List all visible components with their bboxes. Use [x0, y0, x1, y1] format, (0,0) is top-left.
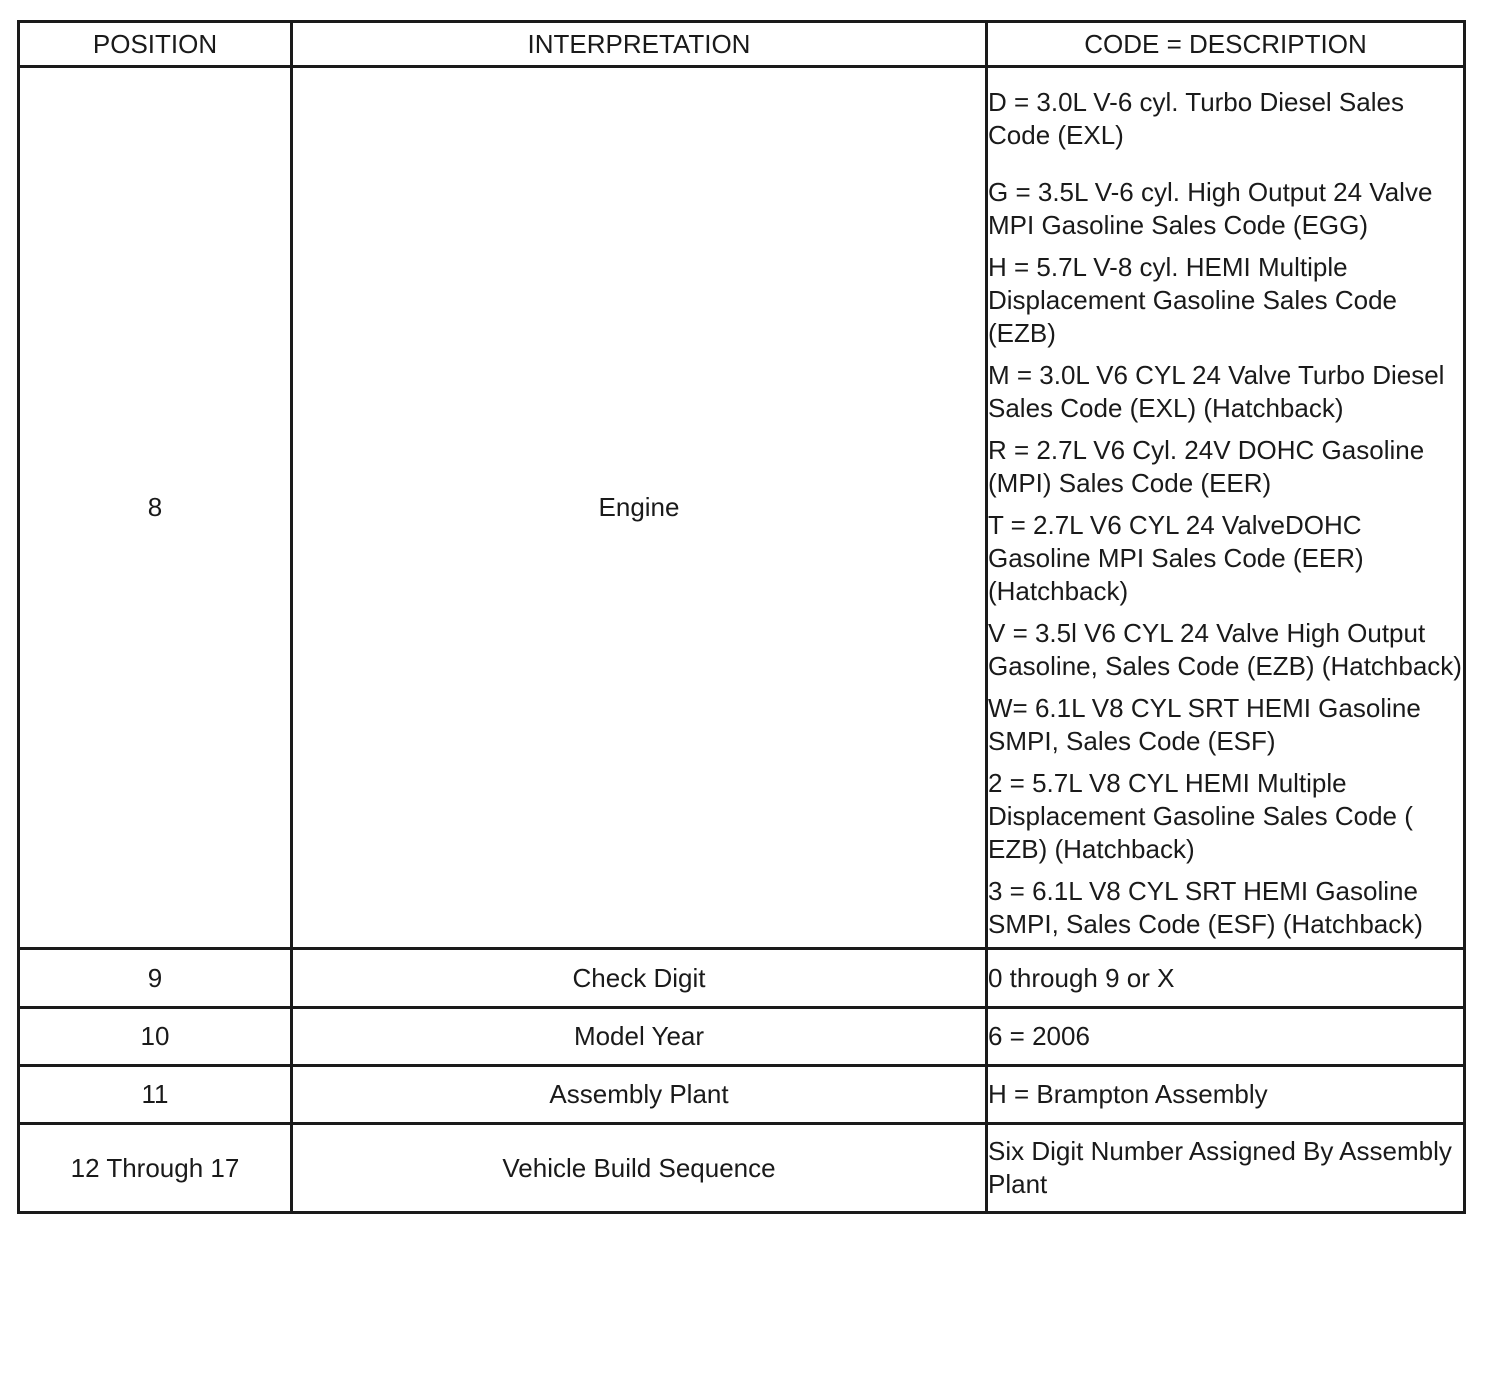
engine-code-item: W= 6.1L V8 CYL SRT HEMI Gasoline SMPI, Sales Code (ESF) [988, 693, 1421, 756]
cell-code-description: 6 = 2006 [987, 1008, 1465, 1066]
engine-code-item: 3 = 6.1L V8 CYL SRT HEMI Gasoline SMPI, Sales Code (ESF) (Hatchback) [988, 876, 1423, 939]
cell-code-description: 0 through 9 or X [987, 949, 1465, 1008]
engine-code-item: H = 5.7L V-8 cyl. HEMI Multiple Displacement Gasoline Sales Code (EZB) [988, 252, 1397, 348]
engine-code-item: T = 2.7L V6 CYL 24 ValveDOHC Gasoline MPI Sales Code (EER) (Hatchback) [988, 510, 1364, 606]
engine-code-item: G = 3.5L V-6 cyl. High Output 24 Valve MPI Gasoline Sales Code (EGG) [988, 177, 1433, 240]
cell-code-description: Six Digit Number Assigned By Assembly Plant [987, 1124, 1465, 1213]
table-row [19, 1008, 1465, 1066]
header-position: POSITION [19, 22, 292, 67]
table-row-engine [19, 67, 1465, 949]
table-row [19, 1066, 1465, 1124]
table-row [19, 949, 1465, 1008]
cell-engine-codes [987, 67, 1465, 949]
header-row [19, 22, 1465, 67]
cell-interpretation: Check Digit [292, 949, 987, 1008]
vin-code-table [17, 20, 1466, 1214]
engine-code-item: D = 3.0L V-6 cyl. Turbo Diesel Sales Code (EXL) [988, 87, 1404, 150]
cell-position: 12 Through 17 [19, 1124, 292, 1213]
header-code-description: CODE = DESCRIPTION [987, 22, 1465, 67]
cell-position: 11 [19, 1066, 292, 1124]
header-interpretation: INTERPRETATION [292, 22, 987, 67]
cell-interpretation: Vehicle Build Sequence [292, 1124, 987, 1213]
cell-position: 9 [19, 949, 292, 1008]
cell-position: 8 [19, 67, 292, 949]
cell-interpretation: Engine [292, 67, 987, 949]
engine-code-item: M = 3.0L V6 CYL 24 Valve Turbo Diesel Sales Code (EXL) (Hatchback) [988, 360, 1445, 423]
engine-code-item: R = 2.7L V6 Cyl. 24V DOHC Gasoline (MPI) Sales Code (EER) [988, 435, 1425, 498]
table-row [19, 1124, 1465, 1213]
cell-interpretation: Assembly Plant [292, 1066, 987, 1124]
engine-code-item: 2 = 5.7L V8 CYL HEMI Multiple Displacement Gasoline Sales Code ( EZB) (Hatchback) [988, 768, 1413, 864]
cell-code-description: H = Brampton Assembly [987, 1066, 1465, 1124]
cell-interpretation: Model Year [292, 1008, 987, 1066]
engine-code-item: V = 3.5l V6 CYL 24 Valve High Output Gasoline, Sales Code (EZB) (Hatchback) [988, 618, 1462, 681]
cell-position: 10 [19, 1008, 292, 1066]
